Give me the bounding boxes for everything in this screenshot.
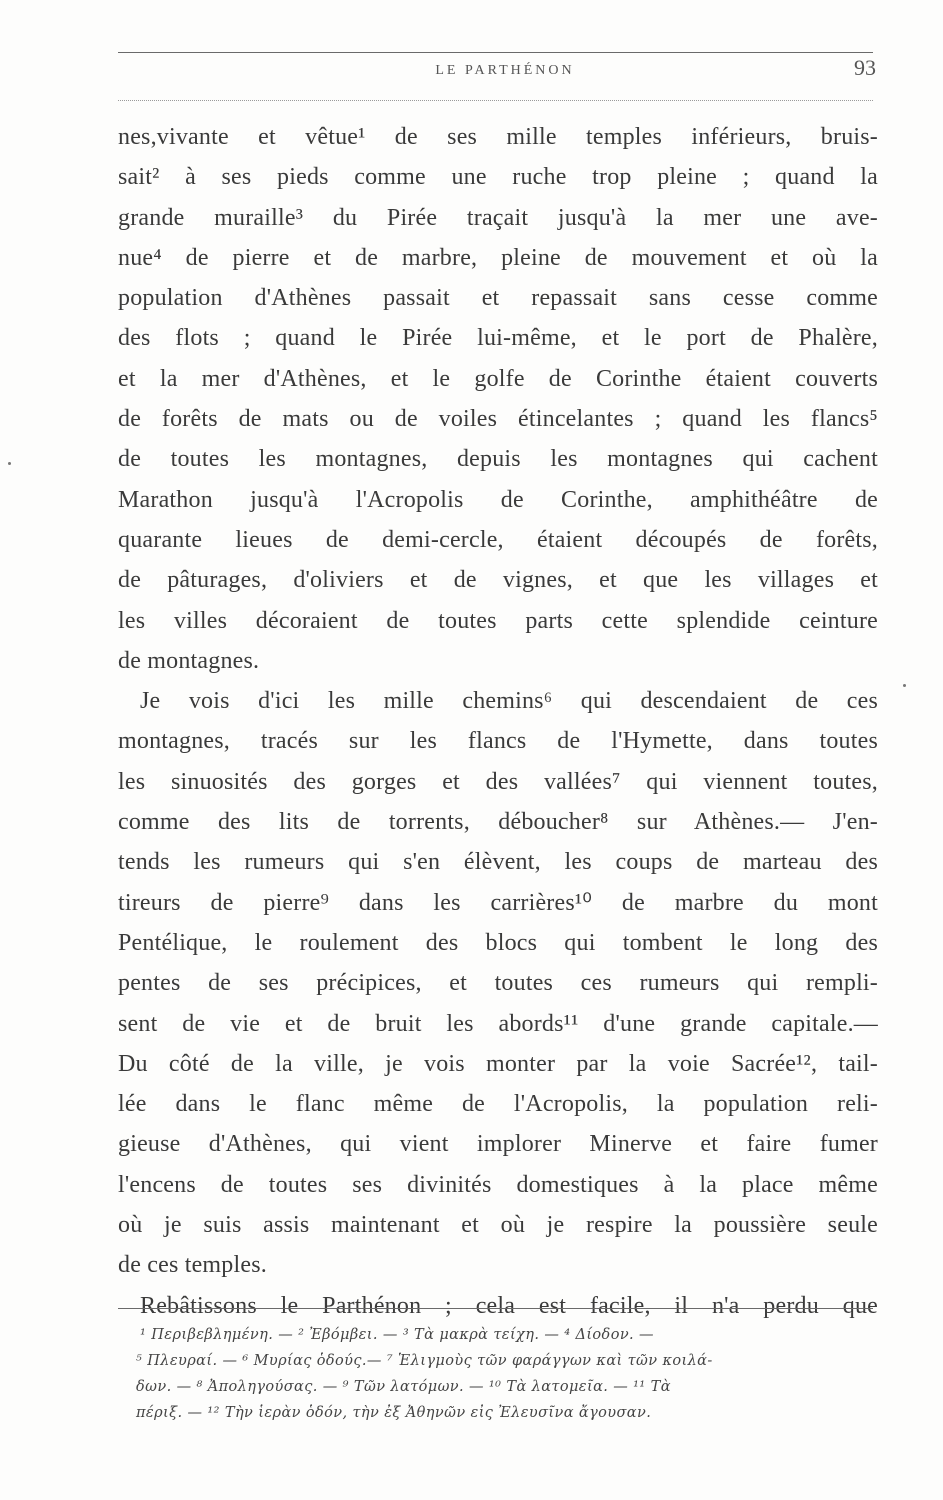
body-line: Je vois d'ici les mille chemins⁶ qui descendaient de ces	[140, 688, 878, 715]
footnote-line: ⁵ Πλευραί. — ⁶ Μυρίας ὁδούς.— ⁷ Ἑλιγμοὺς τῶν φαράγγων καὶ τῶν κοιλά-	[136, 1353, 713, 1369]
body-line: et la mer d'Athènes, et le golfe de Corinthe étaient couverts	[118, 365, 878, 392]
body-line: nes,vivante et vêtue¹ de ses mille temples inférieurs, bruis-	[118, 124, 878, 150]
body-line: tireurs de pierre⁹ dans les carrières¹⁰ de marbre du mont	[118, 889, 878, 916]
body-line: l'encens de toutes ses divinités domestiques à la place même	[118, 1171, 878, 1198]
body-line: nue⁴ de pierre et de marbre, pleine de mouvement et où la	[118, 244, 878, 271]
body-text	[118, 117, 878, 1326]
body-line: population d'Athènes passait et repassait sans cesse comme	[118, 285, 878, 312]
body-line: pentes de ses précipices, et toutes ces rumeurs qui rempli-	[118, 970, 878, 997]
page-number: 93	[854, 55, 876, 80]
body-line: montagnes, tracés sur les flancs de l'Hymette, dans toutes	[118, 728, 878, 755]
body-line: quarante lieues de demi-cercle, étaient découpés de forêts,	[118, 526, 878, 553]
top-rule	[118, 52, 873, 53]
print-speck	[903, 684, 906, 687]
body-line: sait² à ses pieds comme une ruche trop pleine ; quand la	[118, 164, 878, 191]
body-line: où je suis assis maintenant et où je respire la poussière seule	[118, 1212, 878, 1239]
body-line: de pâturages, d'oliviers et de vignes, et que les villages et	[118, 567, 878, 594]
body-line: de ces temples.	[118, 1252, 267, 1279]
body-line: Rebâtissons le Parthénon ; cela est facile, il n'a perdu que	[140, 1292, 878, 1319]
body-line: les villes décoraient de toutes parts cette splendide ceinture	[118, 607, 878, 634]
footnote-rule	[118, 1308, 873, 1309]
body-line: de montagnes.	[118, 647, 260, 674]
body-line: grande muraille³ du Pirée traçait jusqu'à la mer une ave-	[118, 204, 878, 231]
body-line: tends les rumeurs qui s'en élèvent, les coups de marteau des	[118, 849, 878, 876]
footnote-line: ¹ Περιβεβλημένη. — ² Ἐβόμβει. — ³ Τὰ μακρὰ τείχη. — ⁴ Δίοδον. —	[140, 1327, 654, 1343]
footnotes	[136, 1322, 885, 1426]
body-line: comme des lits de torrents, déboucher⁸ sur Athènes.— J'en-	[118, 809, 878, 836]
body-line: les sinuosités des gorges et des vallées⁷ qui viennent toutes,	[118, 768, 878, 795]
print-speck	[8, 462, 11, 465]
body-line: de forêts de mats ou de voiles étincelantes ; quand les flancs⁵	[118, 406, 878, 433]
body-line: des flots ; quand le Pirée lui-même, et le port de Phalère,	[118, 325, 878, 352]
body-line: Marathon jusqu'à l'Acropolis de Corinthe, amphithéâtre de	[118, 486, 878, 513]
body-line: Pentélique, le roulement des blocs qui tombent le long des	[118, 929, 878, 956]
footnote-line: πέριξ. — ¹² Τὴν ἱερὰν ὁδόν, τὴν ἐξ Ἀθηνῶν εἰς Ἐλευσῖνα ἄγουσαν.	[136, 1405, 652, 1421]
running-title: LE PARTHÉNON	[435, 63, 575, 78]
header-rule	[118, 100, 873, 101]
footnote-line: δων. — ⁸ Ἀποληγούσας. — ⁹ Τῶν λατόμων. — ¹⁰ Τὰ λατομεῖα. — ¹¹ Τὰ	[136, 1379, 671, 1395]
body-line: sent de vie et de bruit les abords¹¹ d'une grande capitale.—	[118, 1010, 878, 1037]
body-line: Du côté de la ville, je vois monter par la voie Sacrée¹², tail-	[118, 1050, 878, 1077]
body-line: de toutes les montagnes, depuis les montagnes qui cachent	[118, 446, 878, 473]
body-line: lée dans le flanc même de l'Acropolis, la population reli-	[118, 1091, 878, 1118]
body-line: gieuse d'Athènes, qui vient implorer Minerve et faire fumer	[118, 1131, 878, 1158]
